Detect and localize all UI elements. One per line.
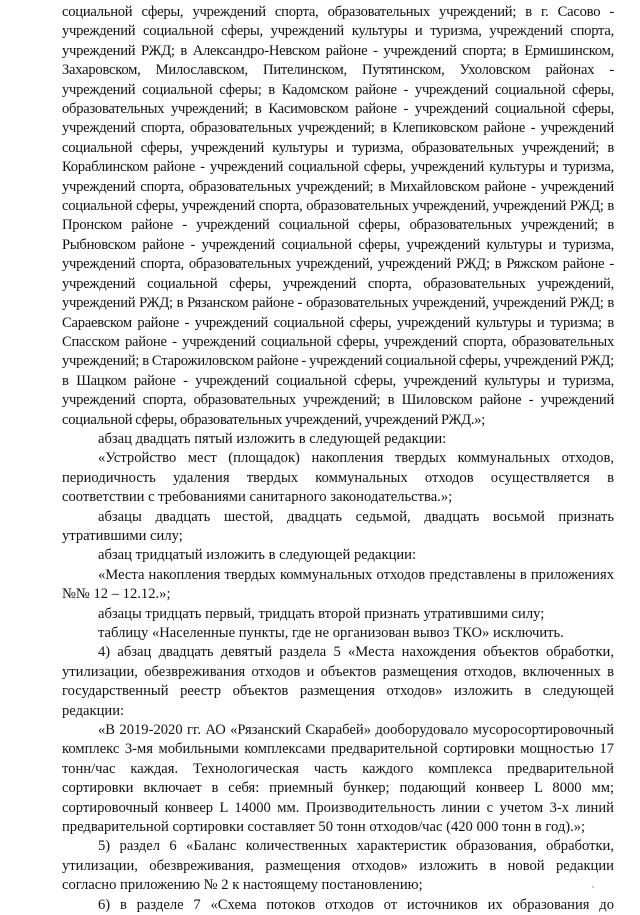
paragraph-item-30: абзац тридцатый изложить в следующей редакции: <box>98 547 417 564</box>
paragraph-repeal-31-32: абзацы тридцать первый, тридцать второй признать утратившими силу; <box>98 605 545 622</box>
paragraph-item-25: абзац двадцать пятый изложить в следующей редакции: <box>98 430 447 447</box>
paragraph-point-5: 5) раздел 6 «Баланс количественных характеристик образования, обработки, утилизации, обезвреживания, размещения отходов» изложить в новой редакции согласно приложению № 2 к настоящему постановлению; <box>62 838 614 894</box>
paragraph-point-4: 4) абзац двадцать девятый раздела 5 «Места нахождения объектов обработки, утилизации, обезвреживания отходов и объектов размещения отходов, включенных в государственный реестр объектов размещения отходов» изложить в следующей редакции: <box>62 644 614 719</box>
scan-speck <box>592 886 594 888</box>
paragraph-table-exclude: таблицу «Населенные пункты, где не организован вывоз ТКО» исключить. <box>98 625 564 641</box>
paragraph-repeal-26-28: абзацы двадцать шестой, двадцать седьмой, двадцать восьмой признать утратившими силу; <box>62 508 614 544</box>
paragraph-continuation: социальной сферы, учреждений спорта, образовательных учреждений; в г. Сасово - учреждений социальной сферы, учреждений культуры и туризма, учреждений спорта, учреждений РЖД; в Александро-Невском районе - учреждений спорта; в Ермишинском, Захаровском, Милославском, Пителинском, Путятинском, Ухоловском районах - учреждений социальной сферы; в Кадомском районе - учреждений социальной сферы, образовательных учреждений; в Касимовском районе - учреждений социальной сферы, учреждений спорта, образовательных учреждений; в Клепиковском районе - учреждений социальной сферы, учреждений культуры и туризма, образовательных учреждений; в Кораблинском районе - учреждений социальной сферы, учреждений культуры и туризма, учреждений спорта, образовательных учреждений; в Михайловском районе - учреждений социальной сферы, учреждений спорта, образовательных учреждений, учреждений РЖД; в Пронском районе - учреждений социальной сферы, образовательных учреждений; в Рыбновском районе - учреждений социальной сферы, учреждений культуры и туризма, учреждений спорта, образовательных учреждений, учреждений РЖД; в Ряжском районе - учреждений социальной сферы, учреждений спорта, образовательных учреждений, учреждений РЖД; в Рязанском районе - образовательных учреждений, учреждений РЖД; в Сараевском районе - учреждений социальной сферы, учреждений культуры и туризма; в Спасском районе - учреждений социальной сферы, учреждений спорта, образовательных учреждений; в Старожиловском районе - учреждений социальной сферы, учреждений РЖД; в Шацком районе - учреждений социальной сферы, учреждений культуры и туризма, учреждений спорта, образовательных учреждений; в Шиловском районе - учреждений социальной сферы, образовательных учреждений, учреждений РЖД.»; <box>62 4 614 428</box>
paragraph-quote-appendices: «Места накопления твердых коммунальных отходов представлены в приложениях №№ 12 – 12.12.»; <box>62 566 614 603</box>
document-page <box>62 0 614 915</box>
paragraph-quote-waste-sites: «Устройство мест (площадок) накопления твердых коммунальных отходов, периодичность удаления твердых коммунальных отходов осуществляется в соответствии с требованиями санитарного законодательства.»; <box>62 450 614 506</box>
paragraph-quote-scarabey: «В 2019-2020 гг. АО «Рязанский Скарабей» дооборудовало мусоросортировочный комплекс 3-мя мобильными комплексами предварительной сортировки мощностью 17 тонн/час каждая. Технологическая часть каждого комплекса предварительной сортировки включает в себя: приемный бункер; подающий конвеер L 8000 мм; сортировочный конвеер L 14000 мм. Производительность линии с учетом 3-х линий предварительной сортировки составляет 50 тонн отходов/час (420 000 тонн в год).»; <box>62 722 614 836</box>
paragraph-point-6: 6) в разделе 7 «Схема потоков отходов от источников их образования до <box>98 896 614 913</box>
